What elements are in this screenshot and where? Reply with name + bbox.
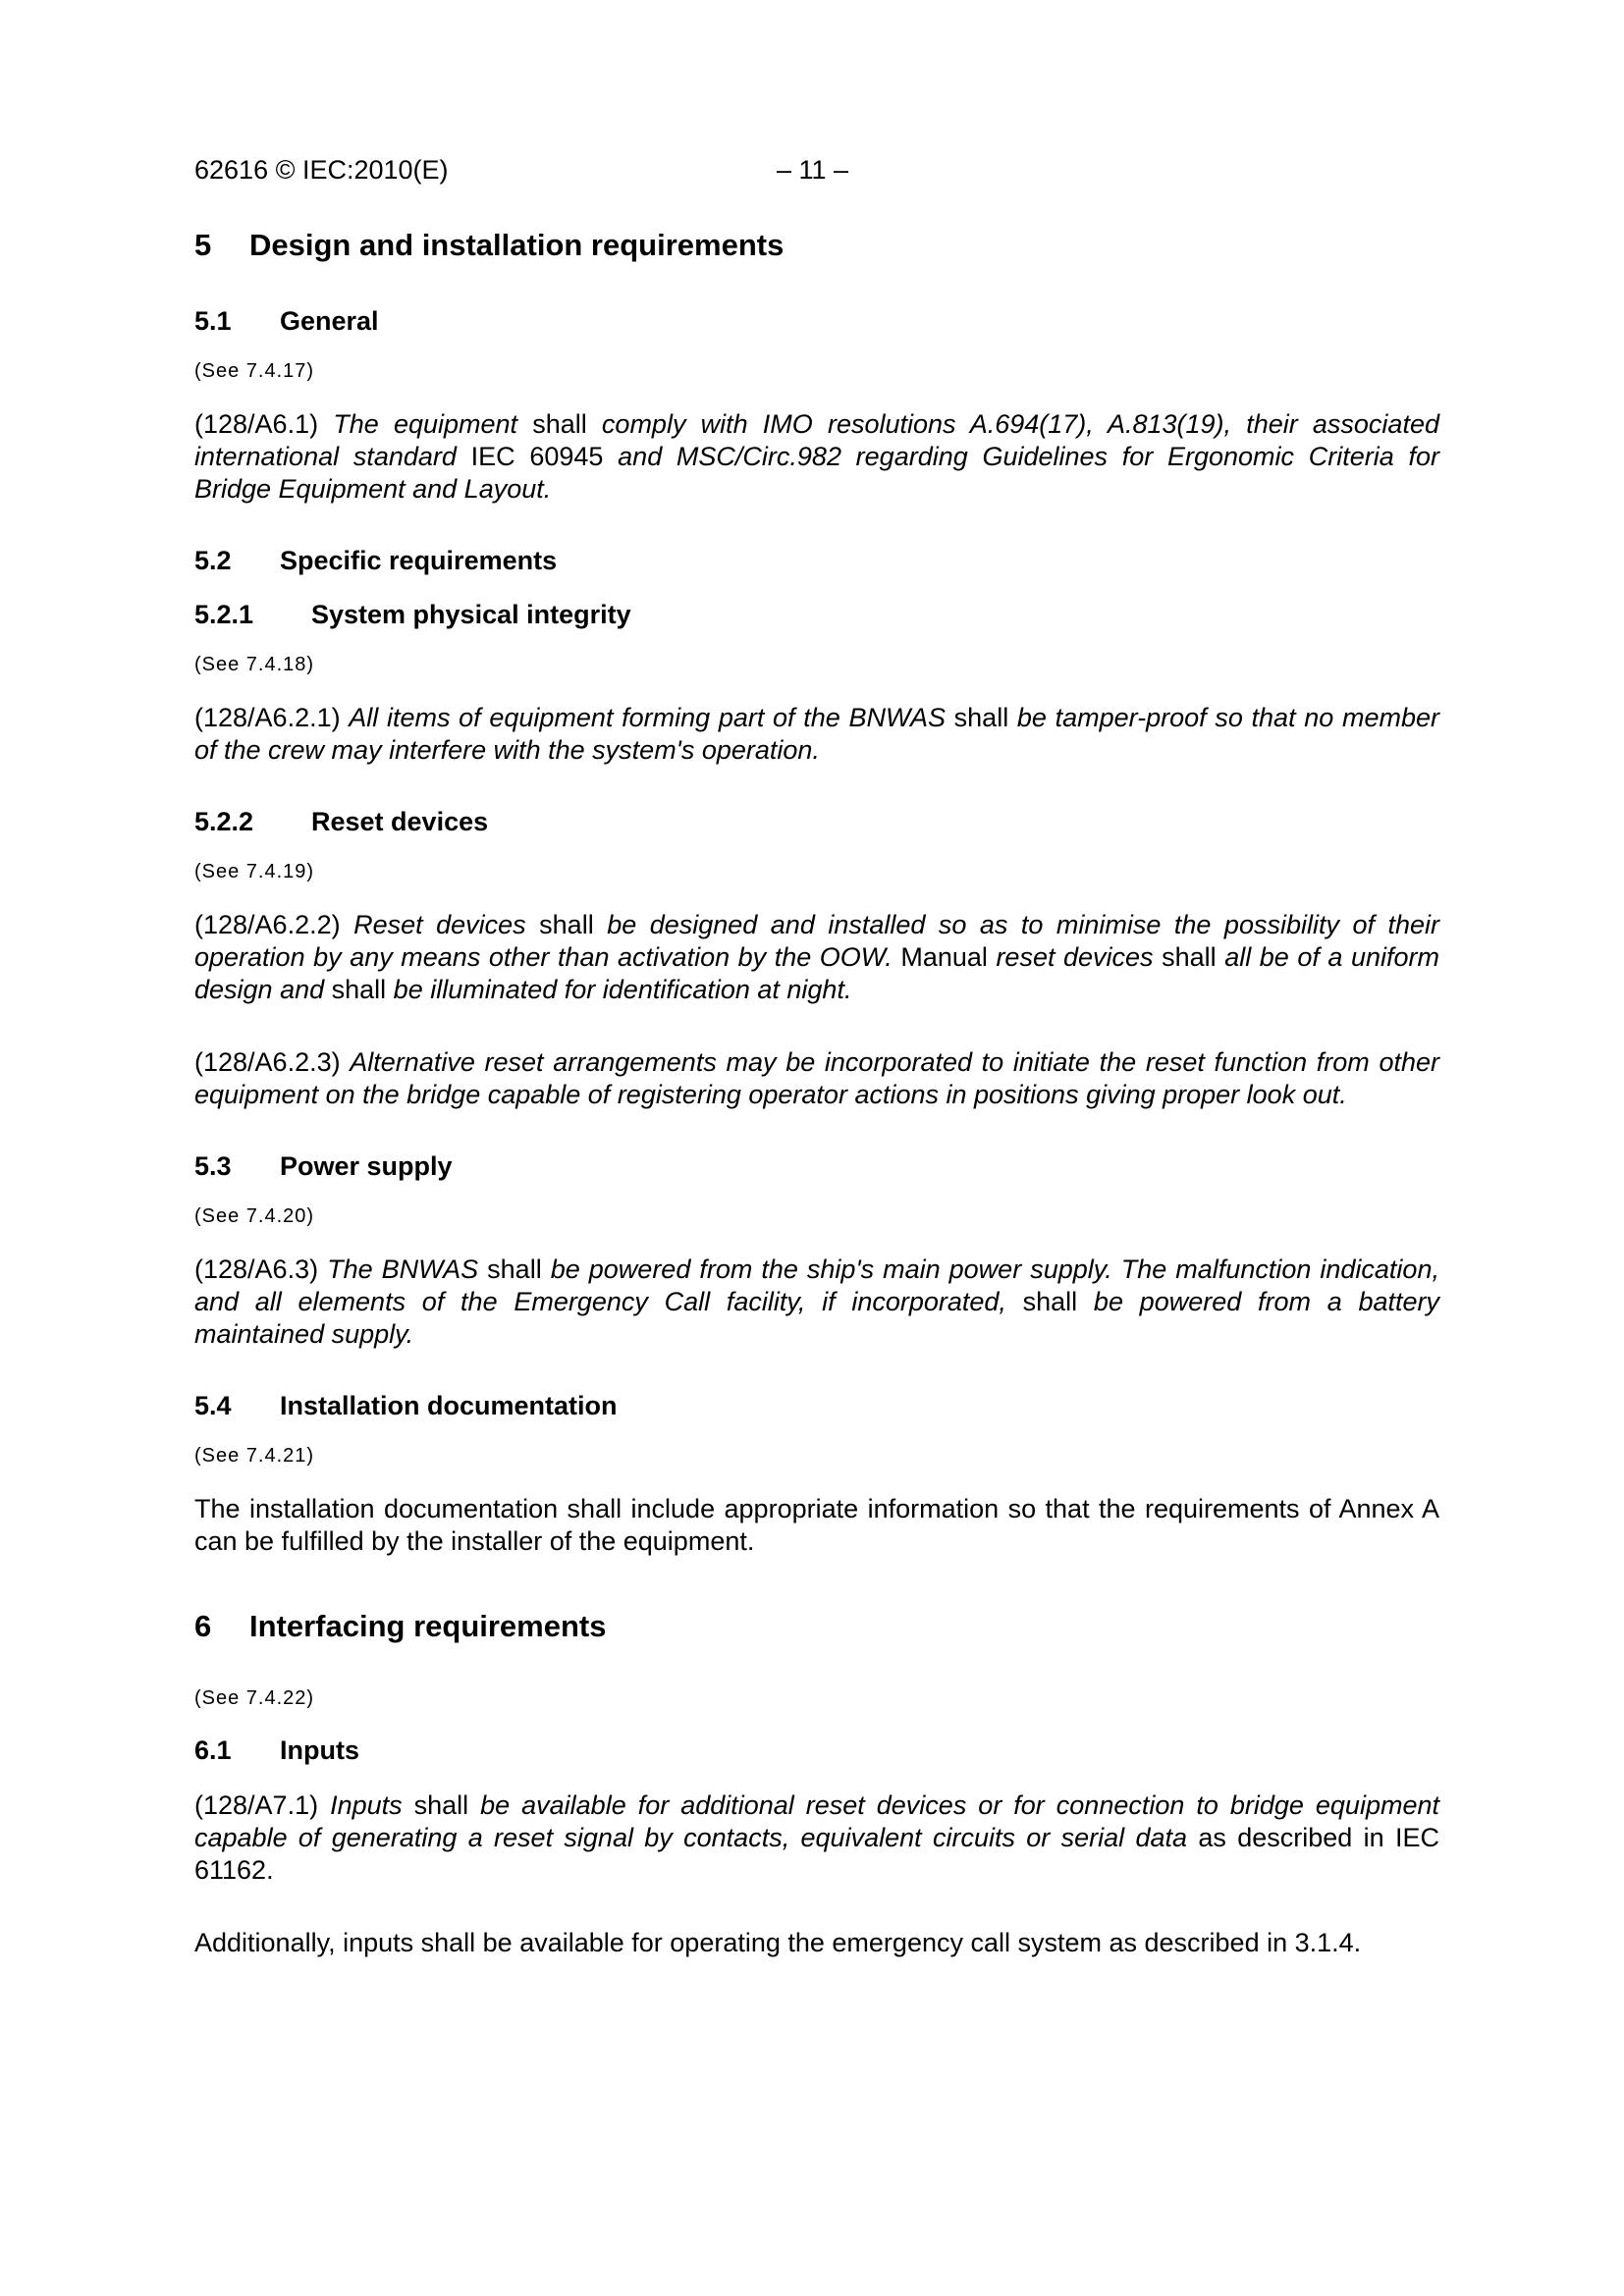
paragraph (194, 408, 1439, 506)
italic-text-run: comply with IMO resolutions A.694(17), A.813(19), their associated international standard (194, 409, 1439, 471)
text-run: as described in IEC 61162. (194, 1823, 1439, 1885)
section-title: Inputs (280, 1735, 359, 1765)
see-reference: (See 7.4.21) (194, 1445, 315, 1467)
italic-text-run: be powered from a battery maintained supply. (194, 1287, 1440, 1349)
text-run: shall (478, 1255, 551, 1284)
text-run: shall (1005, 1287, 1094, 1316)
italic-text-run: all be of a uniform design and (194, 942, 1439, 1004)
section-number: 5.3 (194, 1151, 232, 1181)
paragraph (194, 1493, 1439, 1558)
paragraph (194, 1046, 1439, 1111)
section-heading (194, 807, 1439, 837)
text-run: shall (517, 409, 602, 439)
paragraph (194, 1254, 1439, 1351)
section-title: Interfacing requirements (249, 1609, 607, 1643)
text-run: shall (945, 703, 1017, 732)
section-number: 5.2 (194, 546, 232, 575)
text-run: (128/A7.1) (194, 1790, 331, 1820)
text-run: (128/A6.3) (194, 1255, 328, 1284)
section-number: 5.2.2 (194, 807, 254, 836)
section-heading (194, 306, 1439, 337)
see-reference: (See 7.4.19) (194, 861, 315, 882)
paragraph (194, 1927, 1439, 1959)
italic-text-run: be tamper-proof so that no member of the crew may interfere with the system's operation. (194, 703, 1439, 765)
italic-text-run: be powered from the ship's main power supply. The malfunction indication, and all elements of the Emergency Call facility, if incorporated, (194, 1255, 1439, 1316)
text-run: (128/A6.2.1) (194, 703, 350, 732)
italic-text-run: be available for additional reset devices or for connection to bridge equipment capable of generating a reset signal by contacts, equivalent circuits or serial data (194, 1790, 1439, 1852)
text-run: shall (402, 1790, 481, 1820)
section-number: 5.4 (194, 1391, 232, 1420)
section-number: 5.1 (194, 306, 232, 336)
section-heading (194, 1735, 1439, 1766)
italic-text-run: Reset devices (353, 910, 526, 939)
text-run: (128/A6.1) (194, 409, 334, 439)
italic-text-run: Alternative reset arrangements may be incorporated to initiate the reset function from other equipment on the bridge capable of registering operator actions in positions giving proper look out. (194, 1047, 1440, 1109)
italic-text-run: be illuminated for identification at night. (393, 975, 852, 1004)
section-number: 6 (194, 1609, 212, 1643)
see-reference: (See 7.4.18) (194, 654, 315, 675)
section-title: Design and installation requirements (249, 228, 785, 262)
italic-text-run: Inputs (330, 1790, 403, 1820)
section-number: 5.2.1 (194, 600, 254, 629)
section-title: Installation documentation (280, 1391, 618, 1420)
paragraph (194, 909, 1439, 1006)
section-title: Reset devices (311, 807, 489, 836)
section-heading (194, 228, 1439, 263)
italic-text-run: All items of equipment forming part of the BNWAS (349, 703, 946, 732)
document-body (194, 228, 1439, 2000)
section-title: General (280, 306, 379, 336)
paragraph (194, 1789, 1439, 1887)
text-run: shall (525, 910, 608, 939)
text-run: IEC 60945 (456, 442, 619, 471)
section-heading (194, 546, 1439, 576)
text-run: Manual (892, 942, 997, 972)
section-title: System physical integrity (311, 600, 631, 629)
paragraph (194, 702, 1439, 767)
section-heading (194, 1609, 1439, 1644)
section-heading (194, 600, 1439, 630)
text-run: shall (324, 975, 394, 1004)
text-run: The installation documentation shall include appropriate information so that the requirements of Annex A can be fulfilled by the installer of the equipment. (194, 1494, 1439, 1556)
italic-text-run: reset devices (996, 942, 1154, 972)
italic-text-run: be designed and installed so as to minimise the possibility of their operation by any means other than activation by the OOW. (194, 910, 1439, 972)
text-run: shall (1153, 942, 1225, 972)
text-run: Additionally, inputs shall be available for operating the emergency call system as described in 3.1.4. (194, 1928, 1362, 1957)
page-header-left: 62616 © IEC:2010(E) (194, 155, 449, 185)
section-title: Power supply (280, 1151, 453, 1181)
see-reference: (See 7.4.20) (194, 1205, 315, 1227)
section-heading (194, 1391, 1439, 1421)
text-run: (128/A6.2.2) (194, 910, 354, 939)
see-reference: (See 7.4.17) (194, 360, 315, 382)
section-title: Specific requirements (280, 546, 558, 575)
section-number: 6.1 (194, 1735, 232, 1765)
italic-text-run: The BNWAS (327, 1255, 479, 1284)
text-run: (128/A6.2.3) (194, 1047, 351, 1077)
italic-text-run: and MSC/Circ.982 regarding Guidelines for Ergonomic Criteria for Bridge Equipment and Layout. (194, 442, 1440, 504)
page-number: – 11 – (777, 155, 849, 185)
section-heading (194, 1151, 1439, 1182)
italic-text-run: The equipment (333, 409, 518, 439)
section-number: 5 (194, 228, 212, 262)
see-reference: (See 7.4.22) (194, 1687, 315, 1709)
